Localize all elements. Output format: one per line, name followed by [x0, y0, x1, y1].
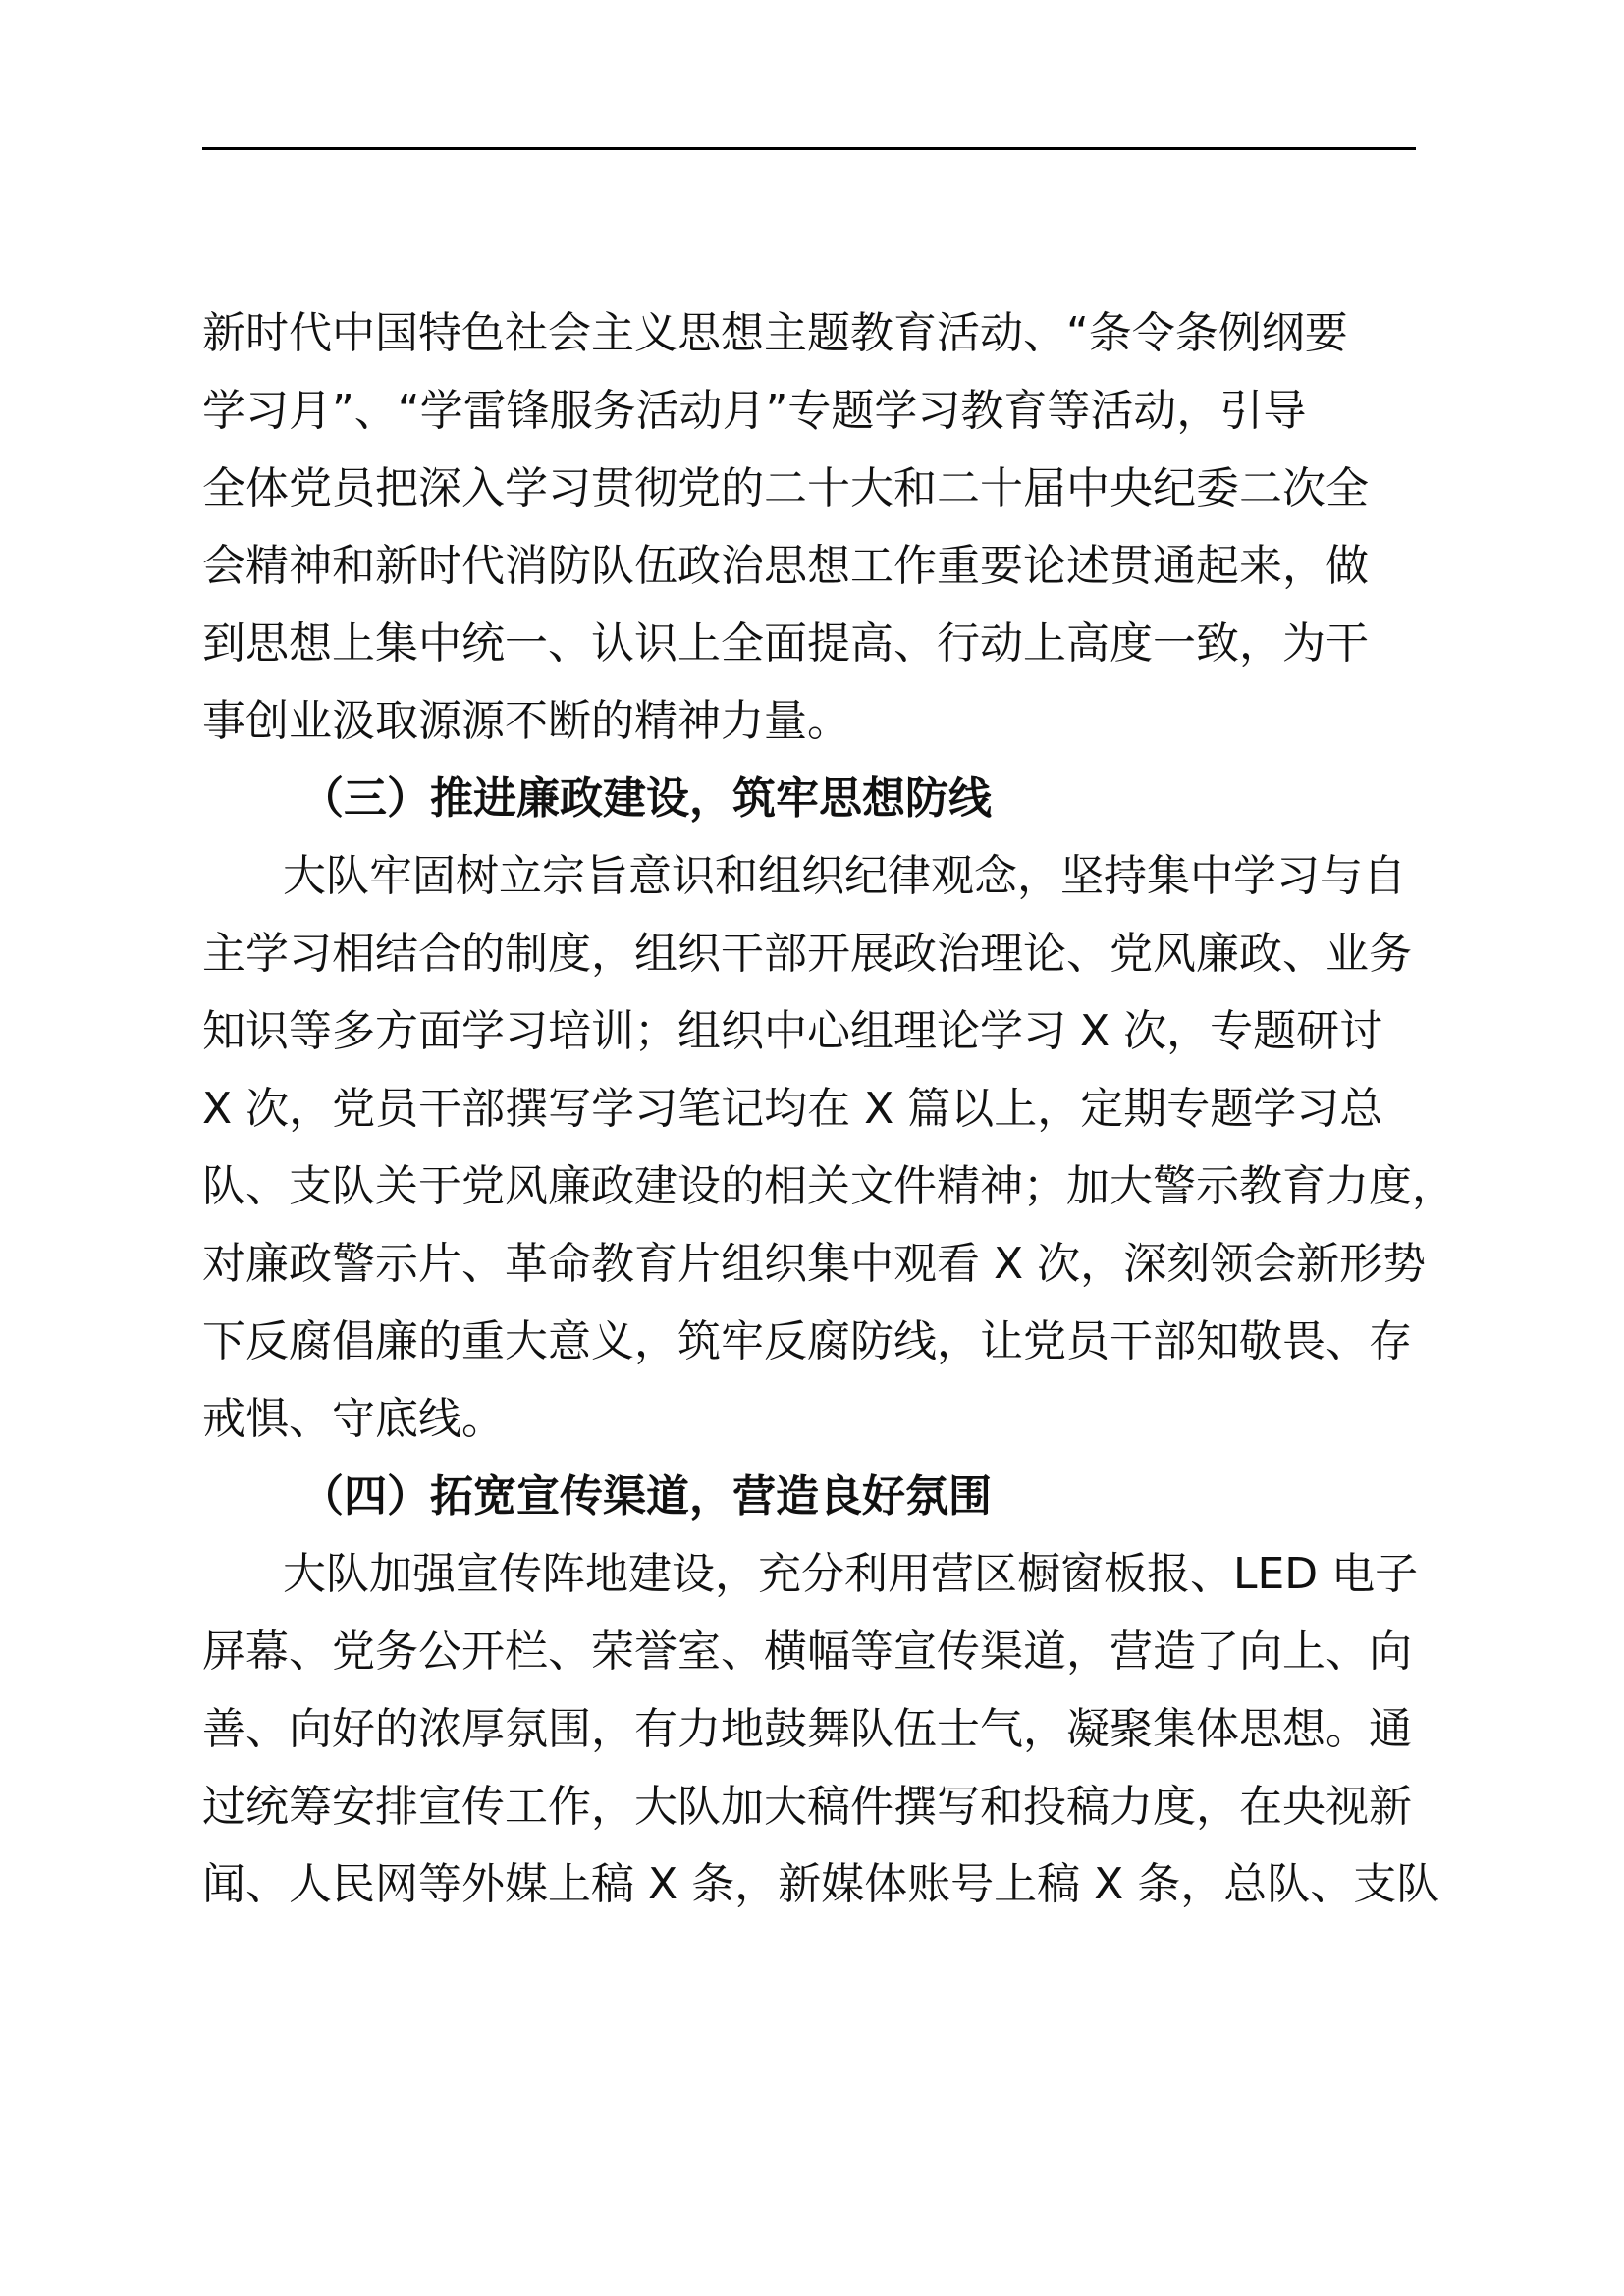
text-line: 知识等多方面学习培训；组织中心组理论学习 X 次，专题研讨	[202, 1006, 1383, 1056]
text-line: 下反腐倡廉的重大意义，筑牢反腐防线，让党员干部知敬畏、存	[202, 1316, 1412, 1366]
text-line: 对廉政警示片、革命教育片组织集中观看 X 次，深刻领会新形势	[202, 1239, 1427, 1289]
text-line: 到思想上集中统一、认识上全面提高、行动上高度一致，为干	[202, 618, 1369, 668]
text-line: 事创业汲取源源不断的精神力量。	[202, 696, 850, 746]
paragraph-integrity	[202, 837, 1455, 1458]
section-heading-3: （三）推进廉政建设，筑牢思想防线	[300, 774, 992, 824]
header-rule	[202, 147, 1416, 150]
text-line: 屏幕、党务公开栏、荣誉室、横幅等宣传渠道，营造了向上、向	[202, 1627, 1412, 1677]
text-line: 大队加强宣传阵地建设，充分利用营区橱窗板报、LED 电子	[283, 1549, 1419, 1599]
paragraph-continuation	[202, 294, 1416, 760]
paragraph-publicity	[202, 1535, 1440, 1923]
text-line: 主学习相结合的制度，组织干部开展政治理论、党风廉政、业务	[202, 929, 1412, 979]
text-line: 学习月”、“学雷锋服务活动月”专题学习教育等活动，引导	[202, 386, 1307, 436]
section-heading-4: （四）拓宽宣传渠道，营造良好氛围	[300, 1471, 992, 1522]
text-line: 善、向好的浓厚氛围，有力地鼓舞队伍士气，凝聚集体思想。通	[202, 1704, 1412, 1754]
text-line: 闻、人民网等外媒上稿 X 条，新媒体账号上稿 X 条，总队、支队	[202, 1859, 1440, 1909]
document-body	[202, 294, 1455, 1923]
text-line: 会精神和新时代消防队伍政治思想工作重要论述贯通起来，做	[202, 541, 1369, 591]
text-line: X 次，党员干部撰写学习笔记均在 X 篇以上，定期专题学习总	[202, 1084, 1383, 1134]
text-line: 大队牢固树立宗旨意识和组织纪律观念，坚持集中学习与自	[283, 851, 1406, 901]
text-line: 过统筹安排宣传工作，大队加大稿件撰写和投稿力度，在央视新	[202, 1782, 1412, 1832]
text-line: 队、支队关于党风廉政建设的相关文件精神；加大警示教育力度，	[202, 1161, 1455, 1211]
text-line: 新时代中国特色社会主义思想主题教育活动、“条令条例纲要	[202, 308, 1348, 358]
text-line: 全体党员把深入学习贯彻党的二十大和二十届中央纪委二次全	[202, 463, 1369, 513]
text-line: 戒惧、守底线。	[202, 1394, 505, 1444]
